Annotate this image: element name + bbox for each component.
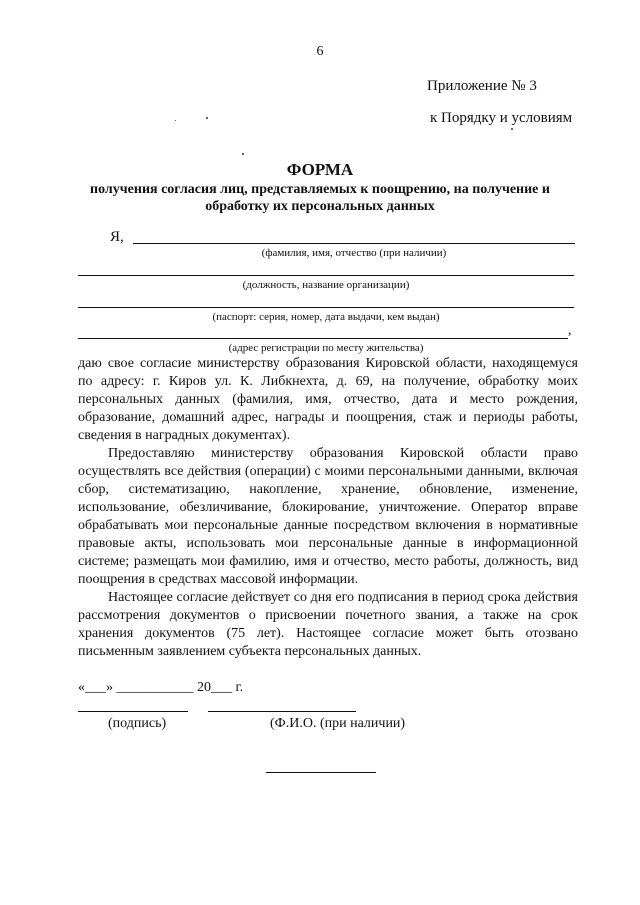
address-line[interactable] (78, 338, 568, 339)
address-comma: , (568, 323, 572, 338)
passport-caption: (паспорт: серия, номер, дата выдачи, кем выдан) (212, 311, 440, 323)
signature-line[interactable] (78, 711, 188, 712)
appendix-reference: к Порядку и условиям (430, 110, 573, 126)
signature-caption: (подпись) (108, 716, 167, 731)
date-line: «___» ___________ 20___ г. (78, 680, 244, 695)
ya-label: Я, (110, 229, 124, 245)
name-signature-line[interactable] (208, 711, 356, 712)
scan-speck (175, 120, 176, 121)
scan-speck (511, 128, 513, 130)
page-number: 6 (316, 44, 324, 59)
fio-line[interactable] (133, 243, 575, 244)
form-subtitle: получения согласия лиц, представляемых к поощрению, на получение и обработку их персональных данных (90, 182, 550, 214)
consent-paragraph: даю свое согласие министерству образования Кировской области, находящемуся по адресу: г. Киров ул. К. Либкнехта, д. 69, на получение, обработку моих персональных данных (фамилия, имя, отчество, дата и место рождения, образование, домашний адрес, награды и поощрения, стаж и периоды работы, сведения в наградных документах). (78, 356, 578, 443)
appendix-number: Приложение № 3 (427, 78, 537, 94)
validity-paragraph: Настоящее согласие действует со дня его подписания в период срока действия рассмотрения документов о присвоении почетного звания, а также на срок хранения документов (75 лет). Настоящее согласие может быть отозвано письменным заявлением субъекта персональных данных. (78, 590, 578, 659)
scan-speck (242, 153, 244, 155)
rights-paragraph: Предоставляю министерству образования Кировской области право осуществлять все действия (операции) с моими персональными данными, включая сбор, систематизацию, накопление, хранение, обновление, изменение, использование, обезличивание, блокирование, уничтожение. Оператор вправе обрабатывать мои персональные данные посредством включения в нормативные правовые акты, использовать мои персональные данные в информационной системе; размещать мои фамилию, имя и отчество, место работы, должность, вид поощрения в средствах массовой информации. (78, 446, 578, 587)
consent-body (78, 355, 578, 661)
form-title: ФОРМА (286, 160, 354, 179)
name-caption: (Ф.И.О. (при наличии) (270, 716, 406, 731)
end-separator (266, 772, 376, 773)
scan-speck (206, 117, 208, 119)
passport-line[interactable] (78, 307, 574, 308)
fio-caption: (фамилия, имя, отчество (при наличии) (261, 247, 447, 259)
position-line[interactable] (78, 275, 574, 276)
address-caption: (адрес регистрации по месту жительства) (228, 342, 424, 354)
position-caption: (должность, название организации) (242, 279, 410, 291)
